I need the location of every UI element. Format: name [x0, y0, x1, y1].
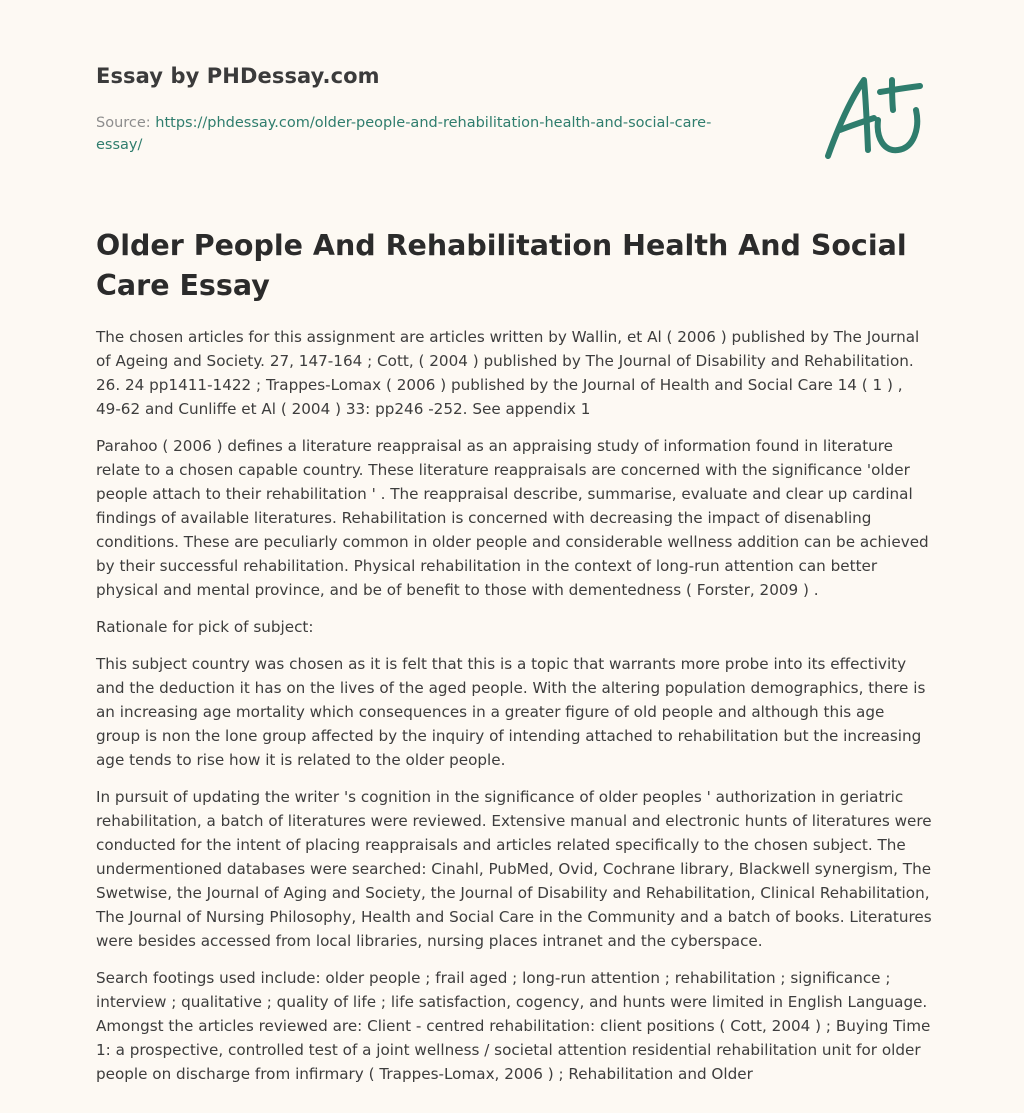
paragraph: This subject country was chosen as it is felt that this is a topic that warrants more probe into its effectivity and the deduction it has on the lives of the aged people. With the altering population demographics, there is an increasing age mortality which consequences in a greater figure of old people and although this age group is non the lone group affected by the inquiry of intending attached to rehabilitation but the increasing age tends to rise how it is related to the older people.: [96, 655, 926, 769]
site-brand: Essay by PHDessay.com: [96, 64, 380, 88]
essay-title: Older People And Rehabilitation Health And Social Care Essay: [96, 229, 907, 302]
paragraph: Parahoo ( 2006 ) defines a literature reappraisal as an appraising study of information found in literature relate to a chosen capable country. These literature reappraisals are concerned with the significance 'older people attach to their rehabilitation ' . The reappraisal describe, summarise, evaluate and clear up cardinal findings of available literatures. Rehabilitation is concerned with decreasing the impact of disenabling conditions. These are peculiarly common in older people and considerable wellness addition can be achieved by their successful rehabilitation. Physical rehabilitation in the context of long-run attention can better physical and mental province, and be of benefit to those with dementedness ( Forster, 2009 ) .: [96, 437, 929, 599]
paragraph: In pursuit of updating the writer 's cognition in the significance of older peoples ' authorization in geriatric rehabilitation, a batch of literatures were reviewed. Extensive manual and electronic hunts of literatures were conducted for the intent of placing reappraisals and articles related specifically to the chosen subject. The undermentioned databases were searched: Cinahl, PubMed, Ovid, Cochrane library, Blackwell synergism, The Swetwise, the Journal of Aging and Society, the Journal of Disability and Rehabilitation, Clinical Rehabilitation, The Journal of Nursing Philosophy, Health and Social Care in the Community and a batch of books. Literatures were besides accessed from local libraries, nursing places intranet and the cyberspace.: [96, 788, 932, 950]
a-plus-logo-icon: [820, 66, 930, 166]
source-label: Source:: [96, 115, 151, 131]
source-link[interactable]: https://phdessay.com/older-people-and-rehabilitation-health-and-social-care-essay/: [96, 115, 712, 153]
paragraph: The chosen articles for this assignment are articles written by Wallin, et Al ( 2006 ) published by The Journal of Ageing and Society. 27, 147-164 ; Cott, ( 2004 ) published by The Journal of Disability and Rehabilitation. 26. 24 pp1411-1422 ; Trappes-Lomax ( 2006 ) published by the Journal of Health and Social Care 14 ( 1 ) , 49-62 and Cunliffe et Al ( 2004 ) 33: pp246 -252. See appendix 1: [96, 328, 920, 418]
source-line: [96, 112, 756, 156]
essay-body: [96, 325, 932, 1099]
paragraph: Search footings used include: older people ; frail aged ; long-run attention ; rehabilitation ; significance ; interview ; qualitative ; quality of life ; life satisfaction, cogency, and hunts were limited in English Language. Amongst the articles reviewed are: Client - centred rehabilitation: client positions ( Cott, 2004 ) ; Buying Time 1: a prospective, controlled test of a joint wellness / societal attention residential rehabilitation unit for older people on discharge from infirmary ( Trappes-Lomax, 2006 ) ; Rehabilitation and Older: [96, 969, 931, 1083]
section-heading: Rationale for pick of subject:: [96, 618, 314, 636]
